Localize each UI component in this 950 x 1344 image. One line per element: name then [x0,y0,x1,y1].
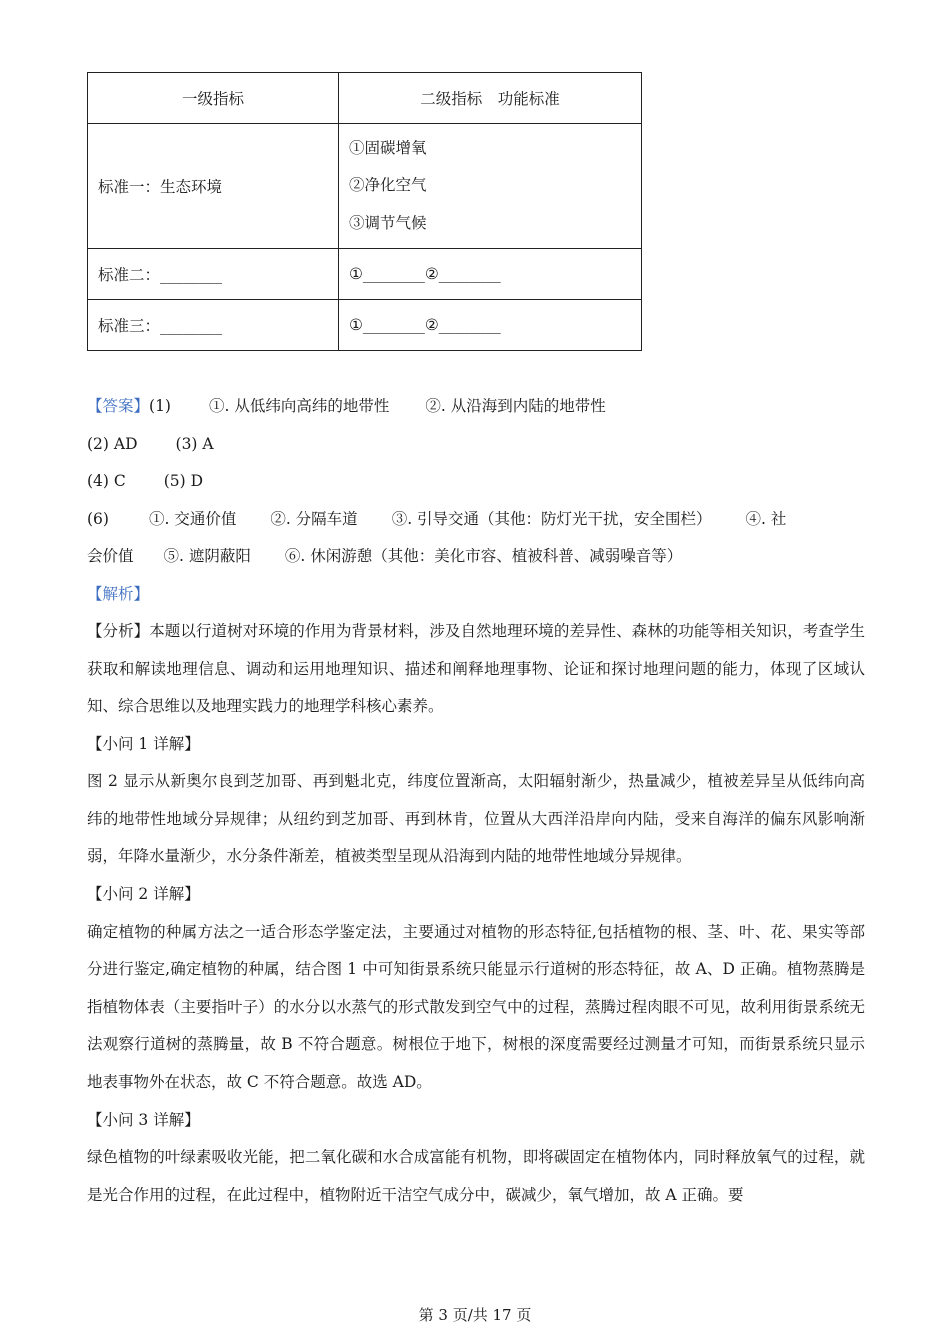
function-item: ②净化空气 [349,176,427,195]
table-cell-functions3: ①________②________ [339,300,642,351]
answer-q6-number: (6) [87,509,109,528]
table-cell-functions1 [339,124,642,249]
table-cell-standard3: 标准三：________ [88,300,339,351]
subquestion-3-title: 【小问 3 详解】 [87,1110,200,1129]
answer-line-4 [87,501,865,539]
subquestion-1-text: 图 2 显示从新奥尔良到芝加哥、再到魁北克，纬度位置渐高，太阳辐射渐少，热量减少，植被差异呈从低纬向高纬的地带性地域分异规律；从纽约到芝加哥、再到林肯，位置从大西洋沿岸向内陆，受来自海洋的偏东风影响渐弱，年降水量渐少，水分条件渐差，植被类型呈现从沿海到内陆的地带性地域分异规律。 [87,772,865,866]
answer-q1-number: (1) [149,397,171,415]
table-cell-standard1: 标准一：生态环境 [88,124,339,249]
answer-q6-part-b: ②. 分隔车道 [270,509,358,528]
analysis-tag: 【解析】 [87,584,150,603]
answer-line-3 [87,463,865,501]
answer-q1-part-a: ①. 从低纬向高纬的地带性 [208,397,390,415]
function-item: ③调节气候 [349,213,427,232]
answer-line-5 [87,538,865,576]
table-cell-functions2: ①________②________ [339,249,642,300]
answer-q6-part-d-continued: 会价值 [87,547,134,565]
answer-tag: 【答案】 [87,397,150,415]
subquestion-2-title: 【小问 2 详解】 [87,885,200,904]
answer-q1-part-b: ②. 从沿海到内陆的地带性 [425,397,606,415]
answer-line-1 [87,388,865,426]
answer-q6-part-f: ⑥. 休闲游憩（其他：美化市容、植被科普、减弱噪音等） [284,547,683,565]
table-cell-standard2: 标准二：________ [88,249,339,300]
function-item: ①固碳增氧 [349,138,427,157]
answer-q2: (2) AD [87,434,138,453]
answer-analysis-section [87,388,865,1214]
answer-q6-part-d: ④. 社 [745,509,787,528]
table-header-level1: 一级指标 [88,73,339,124]
index-table [87,72,642,351]
analysis-summary: 【分析】本题以行道树对环境的作用为背景材料，涉及自然地理环境的差异性、森林的功能等相关知识，考查学生获取和解读地理信息、调动和运用地理知识、描述和阐释地理事物、论证和探讨地理问题的能力，体现了区域认知、综合思维以及地理实践力的地理学科核心素养。 [87,622,865,716]
subquestion-2-text: 确定植物的种属方法之一适合形态学鉴定法，主要通过对植物的形态特征,包括植物的根、茎、叶、花、果实等部分进行鉴定,确定植物的种属，结合图 1 中可知街景系统只能显示行道树的形态特征，故 A、D 正确。植物蒸腾是指植物体表（主要指叶子）的水分以水蒸气的形式散发到空气中的过程，蒸腾过程肉眼不可见，故利用街景系统无法观察行道树的蒸腾量，故 B 不符合题意。树根位于地下，树根的深度需要经过测量才可知，而街景系统只显示地表事物外在状态，故 C 不符合题意。故选 AD。 [87,922,865,1091]
answer-q6-part-e: ⑤. 遮阴蔽阳 [163,547,251,565]
page-footer: 第 3 页/共 17 页 [418,1306,532,1324]
answer-line-2 [87,426,865,464]
answer-q3: (3) A [175,434,214,453]
answer-q4: (4) C [87,472,126,490]
answer-q5: (5) D [163,472,204,490]
table-header-level2: 二级指标 功能标准 [339,73,642,124]
subquestion-1-title: 【小问 1 详解】 [87,734,200,753]
answer-q6-part-c: ③. 引导交通（其他：防灯光干扰，安全围栏） [391,509,712,528]
subquestion-3-text: 绿色植物的叶绿素吸收光能，把二氧化碳和水合成富能有机物，即将碳固定在植物体内，同时释放氧气的过程，就是光合作用的过程，在此过程中，植物附近干洁空气成分中，碳减少，氧气增加，故 A 正确。要 [87,1148,865,1204]
answer-q6-part-a: ①. 交通价值 [148,509,237,528]
